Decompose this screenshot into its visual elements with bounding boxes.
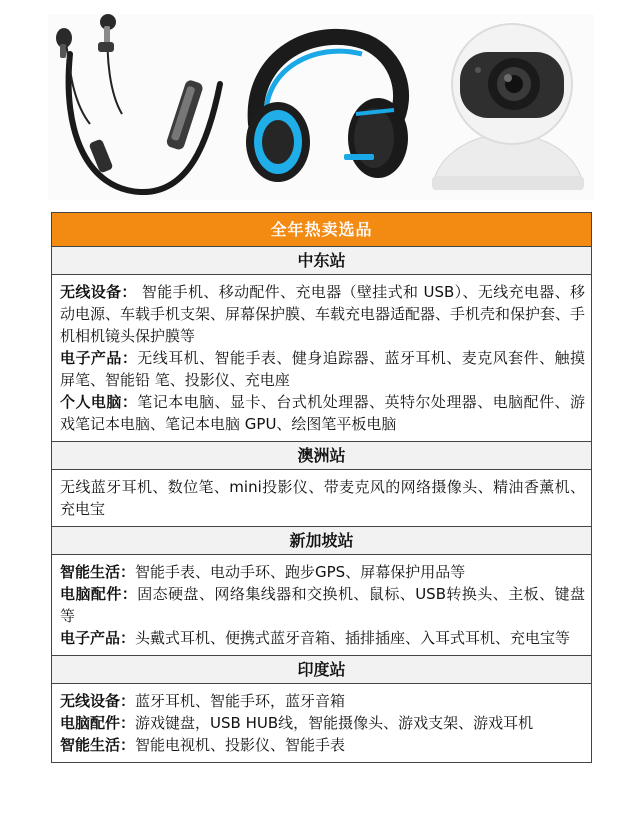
region-row-australia: [52, 442, 592, 470]
region-content: [52, 555, 592, 656]
category-line: [60, 561, 585, 583]
neckband-earphones-photo: [48, 14, 226, 200]
region-row-singapore: [52, 527, 592, 555]
category-line: [60, 281, 585, 347]
region-content-australia: [52, 470, 592, 527]
neckband-earphones-image: [48, 14, 226, 200]
category-text: 无线蓝牙耳机、数位笔、mini投影仪、带麦克风的网络摄像头、精油香薰机、充电宝: [60, 478, 585, 518]
gaming-headphones-image: [226, 14, 422, 200]
category-label: 智能生活：: [60, 736, 136, 754]
category-label: 电脑配件：: [60, 585, 138, 603]
category-line: [60, 627, 585, 649]
region-content-india: [52, 684, 592, 763]
security-camera-photo: [422, 14, 594, 200]
category-text: 蓝牙耳机、智能手环，蓝牙音箱: [135, 692, 346, 710]
region-title: 印度站: [52, 656, 592, 684]
region-title: 新加坡站: [52, 527, 592, 555]
category-text: 笔记本电脑、显卡、台式机处理器、英特尔处理器、电脑配件、游戏笔记本电脑、笔记本电脑 GPU、绘图笔平板电脑: [60, 393, 585, 433]
security-camera-image: [422, 14, 594, 200]
category-label: 无线设备：: [60, 283, 137, 301]
category-text: 游戏键盘，USB HUB线，智能摄像头、游戏支架、游戏耳机: [135, 714, 534, 732]
category-text: 无线耳机、智能手表、健身追踪器、蓝牙耳机、麦克风套件、触摸屏笔、智能铅 笔、投影仪、充电座: [60, 349, 585, 389]
region-content: [52, 470, 592, 527]
category-line: [60, 712, 585, 734]
table-header-row: [52, 213, 592, 247]
region-title: 中东站: [52, 247, 592, 275]
product-photos: [0, 0, 628, 205]
category-line: [60, 583, 585, 627]
category-line: [60, 347, 585, 391]
region-row-india: [52, 656, 592, 684]
category-label: 个人电脑：: [60, 393, 138, 411]
region-content-singapore: [52, 555, 592, 656]
category-text: 智能电视机、投影仪、智能手表: [135, 736, 346, 754]
category-line: [60, 476, 585, 520]
category-text: 智能手表、电动手环、跑步GPS、屏幕保护用品等: [135, 563, 466, 581]
category-label: 电子产品：: [60, 629, 136, 647]
category-text: 智能手机、移动配件、充电器（壁挂式和 USB）、无线充电器、移动电源、车载手机支架、屏幕保护膜、车载充电器适配器、手机壳和保护套、手机相机镜头保护膜等: [60, 283, 586, 345]
gaming-headphones-photo: [226, 14, 422, 200]
category-line: [60, 734, 585, 756]
category-label: 电子产品：: [60, 349, 138, 367]
table-title: 全年热卖选品: [52, 213, 592, 247]
hot-products-table: [51, 212, 592, 763]
hot-products-table-body: [52, 213, 592, 763]
category-text: 头戴式耳机、便携式蓝牙音箱、插排插座、入耳式耳机、充电宝等: [135, 629, 571, 647]
region-row-middle-east: [52, 247, 592, 275]
category-label: 电脑配件：: [60, 714, 136, 732]
category-text: 固态硬盘、网络集线器和交换机、鼠标、USB转换头、主板、键盘等: [60, 585, 585, 625]
category-line: [60, 391, 585, 435]
category-line: [60, 690, 585, 712]
category-label: 无线设备：: [60, 692, 136, 710]
region-content: [52, 684, 592, 763]
region-content: [52, 275, 592, 442]
region-title: 澳洲站: [52, 442, 592, 470]
category-label: 智能生活：: [60, 563, 136, 581]
region-content-middle-east: [52, 275, 592, 442]
